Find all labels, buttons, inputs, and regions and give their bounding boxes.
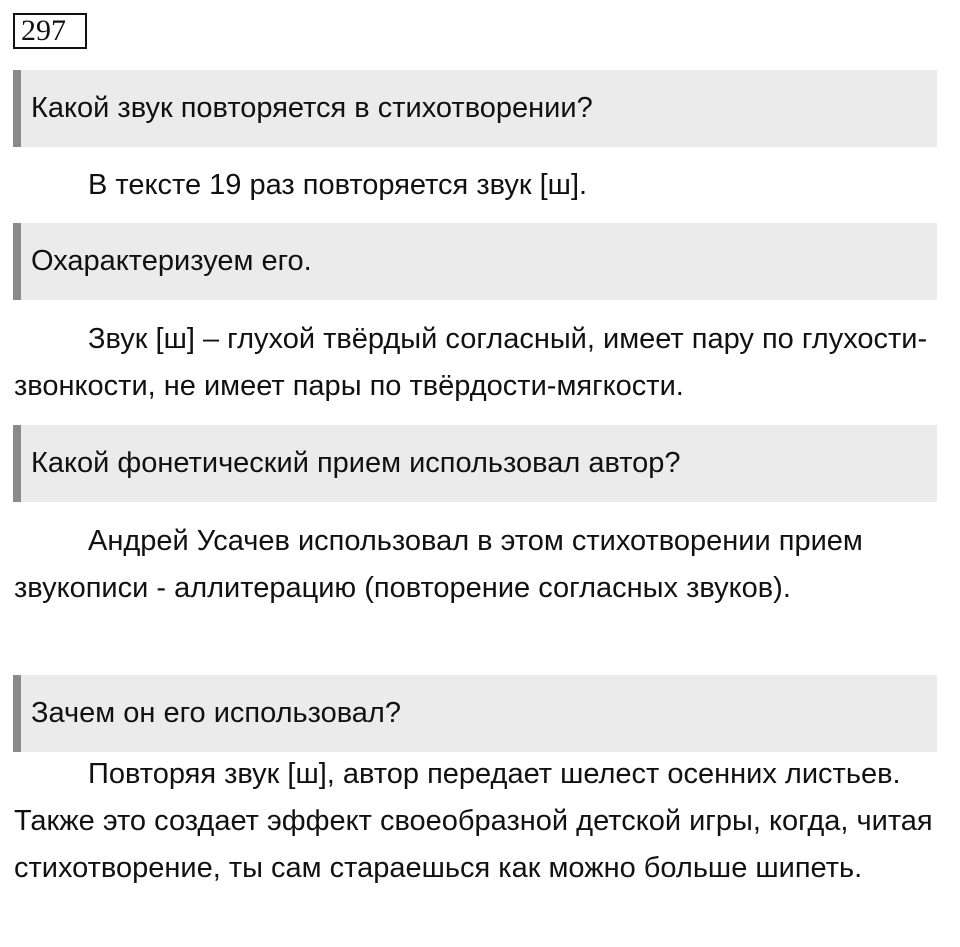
answer-3: Андрей Усачев использовал в этом стихотворении прием звукописи - аллитерацию (повторение согласных звуков). — [14, 525, 863, 604]
answer-4: Повторяя звук [ш], автор передает шелест осенних листьев. Также это создает эффект своеобразной детской игры, когда, читая стихотворение, ты сам стараешься как можно больше шипеть. — [14, 758, 933, 884]
question-4: Зачем он его использовал? — [13, 675, 937, 752]
answer-1: В тексте 19 раз повторяется звук [ш]. — [88, 169, 588, 201]
question-1: Какой звук повторяется в стихотворении? — [13, 70, 937, 147]
exercise-number: 297 — [13, 13, 87, 49]
answer-2: Звук [ш] – глухой твёрдый согласный, имеет пару по глухости-звонкости, не имеет пары по твёрдости-мягкости. — [14, 323, 928, 402]
question-2: Охарактеризуем его. — [13, 223, 937, 300]
question-3: Какой фонетический прием использовал автор? — [13, 425, 937, 502]
